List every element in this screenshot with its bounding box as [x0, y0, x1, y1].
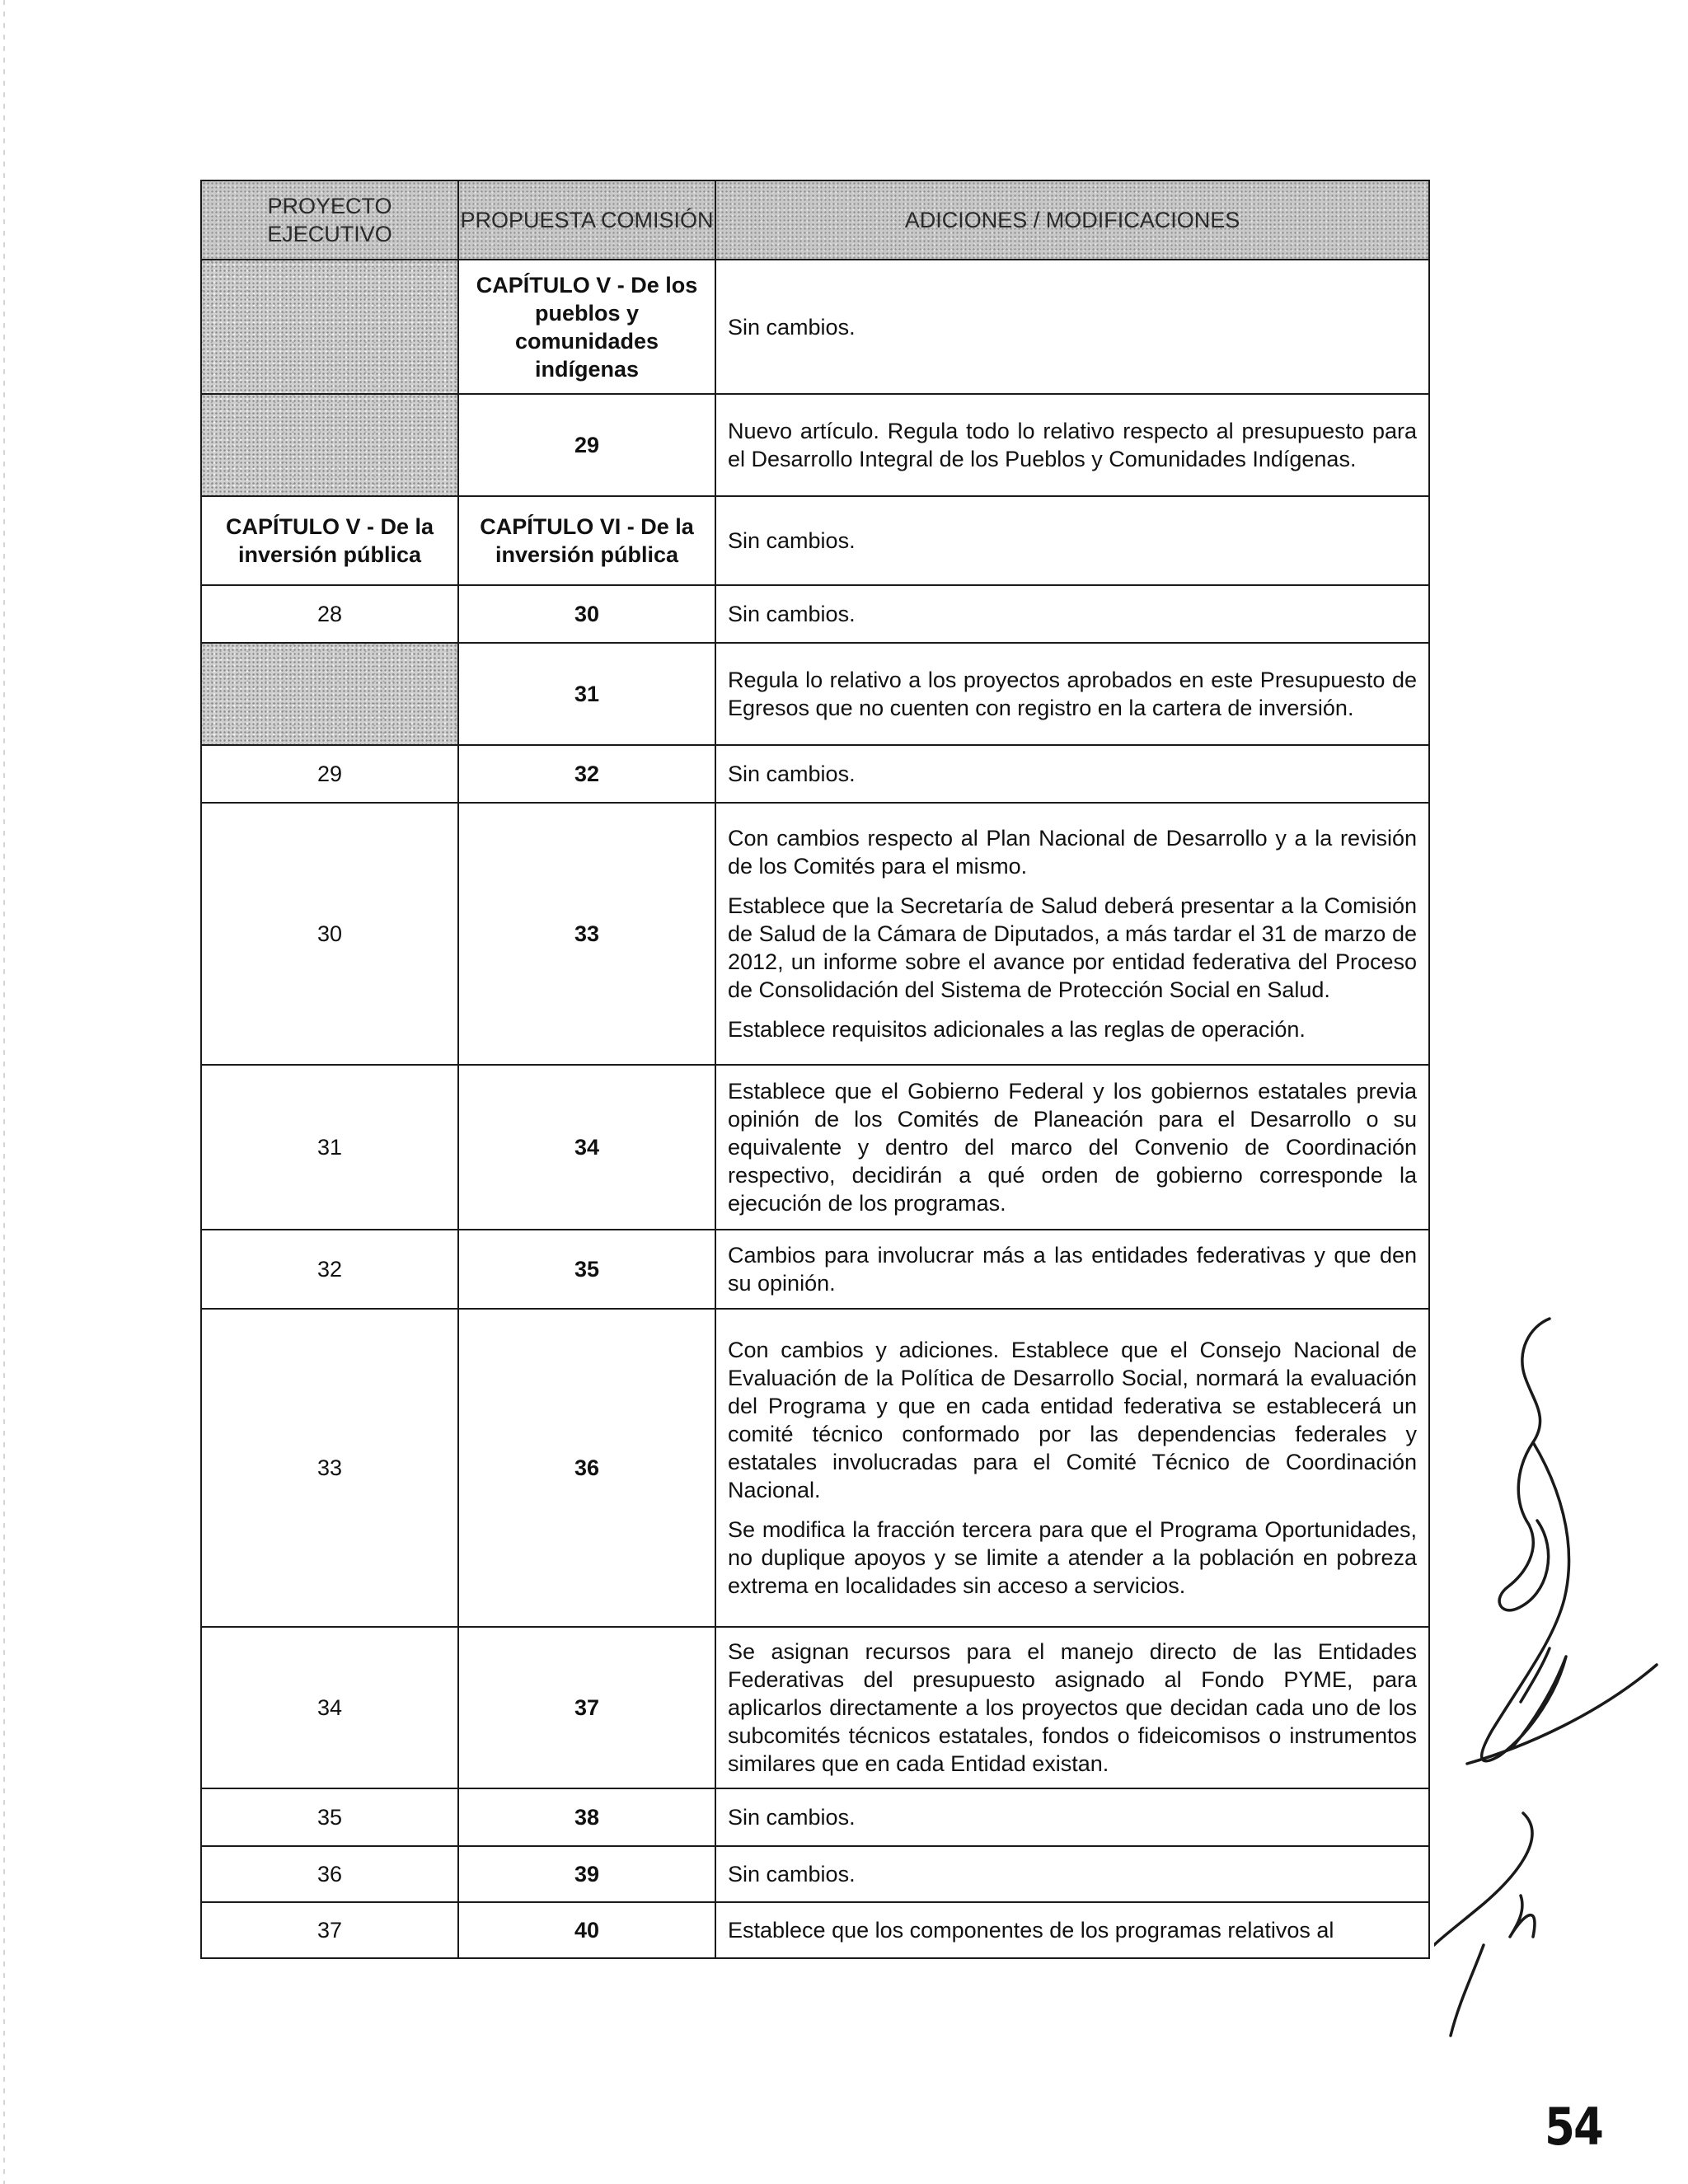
proyecto-cell: CAPÍTULO V - De la inversión pública: [201, 496, 458, 585]
adiciones-text: Sin cambios.: [728, 762, 856, 786]
table-row: [201, 1309, 1429, 1627]
header-row: [201, 180, 1429, 260]
adiciones-cell: [715, 260, 1429, 394]
adiciones-cell: [715, 1788, 1429, 1846]
adiciones-text: Establece que los componentes de los programas relativos al: [728, 1918, 1334, 1943]
proyecto-cell: 28: [201, 585, 458, 643]
table-row: [201, 585, 1429, 643]
table-row: [201, 496, 1429, 585]
proyecto-cell: 29: [201, 745, 458, 803]
propuesta-cell: 30: [458, 585, 715, 643]
propuesta-cell: 37: [458, 1627, 715, 1788]
signature-stroke-lower: [1434, 1813, 1535, 2036]
proyecto-cell: 30: [201, 803, 458, 1065]
adiciones-text: Establece que el Gobierno Federal y los gobiernos estatales previa opinión de los Comités de Planeación para el Desarrollo o su equivalente y dentro del marco del Convenio de Coordinación respectivo, decidirán a qué orden de gobierno corresponde la ejecución de los programas.: [728, 1079, 1417, 1216]
propuesta-cell: 38: [458, 1788, 715, 1846]
handwritten-signature: [1434, 1302, 1665, 2077]
propuesta-cell: CAPÍTULO V - De los pueblos y comunidades indígenas: [458, 260, 715, 394]
signature-stroke-flourish: [1467, 1665, 1657, 1764]
adiciones-cell: [715, 585, 1429, 643]
adiciones-text: Con cambios respecto al Plan Nacional de Desarrollo y a la revisión de los Comités para el mismo.: [728, 826, 1417, 879]
header-proyecto: PROYECTO EJECUTIVO: [201, 180, 458, 260]
adiciones-cell: [715, 1902, 1429, 1958]
adiciones-text: Sin cambios.: [728, 528, 856, 553]
adiciones-cell: [715, 496, 1429, 585]
scan-edge: [3, 0, 5, 2184]
proyecto-cell-empty: [201, 394, 458, 496]
adiciones-text: Nuevo artículo. Regula todo lo relativo respecto al presupuesto para el Desarrollo Integral de los Pueblos y Comunidades Indígenas.: [728, 419, 1417, 471]
table-row: [201, 803, 1429, 1065]
signature-stroke-upper: [1482, 1319, 1569, 1761]
proyecto-cell: 37: [201, 1902, 458, 1958]
proyecto-cell: 32: [201, 1230, 458, 1309]
table-row: [201, 260, 1429, 394]
adiciones-text: Regula lo relativo a los proyectos aprobados en este Presupuesto de Egresos que no cuenten con registro en la cartera de inversión.: [728, 668, 1417, 720]
proyecto-cell: 35: [201, 1788, 458, 1846]
table-row: [201, 643, 1429, 745]
adiciones-text: Sin cambios.: [728, 1862, 856, 1886]
adiciones-cell: [715, 803, 1429, 1065]
table-row: [201, 1902, 1429, 1958]
propuesta-cell: 31: [458, 643, 715, 745]
adiciones-text: Sin cambios.: [728, 602, 856, 626]
adiciones-cell: [715, 1627, 1429, 1788]
proyecto-cell: 33: [201, 1309, 458, 1627]
header-adiciones: ADICIONES / MODIFICACIONES: [715, 180, 1429, 260]
table-row: [201, 394, 1429, 496]
propuesta-cell: 40: [458, 1902, 715, 1958]
adiciones-cell: [715, 394, 1429, 496]
propuesta-cell: CAPÍTULO VI - De la inversión pública: [458, 496, 715, 585]
comparison-table: [200, 180, 1430, 1959]
proyecto-cell-empty: [201, 260, 458, 394]
propuesta-cell: 29: [458, 394, 715, 496]
adiciones-cell: [715, 1846, 1429, 1902]
table-row: [201, 1065, 1429, 1230]
adiciones-text: Sin cambios.: [728, 314, 856, 340]
header-propuesta: PROPUESTA COMISIÓN: [458, 180, 715, 260]
propuesta-cell: 35: [458, 1230, 715, 1309]
adiciones-cell: [715, 745, 1429, 803]
table-row: [201, 1230, 1429, 1309]
table-row: [201, 1846, 1429, 1902]
adiciones-text: Establece requisitos adicionales a las reglas de operación.: [728, 1017, 1306, 1042]
proyecto-cell: 36: [201, 1846, 458, 1902]
adiciones-text: Cambios para involucrar más a las entidades federativas y que den su opinión.: [728, 1243, 1417, 1296]
proyecto-cell-empty: [201, 643, 458, 745]
adiciones-cell: [715, 1065, 1429, 1230]
adiciones-cell: [715, 1230, 1429, 1309]
adiciones-text: Sin cambios.: [728, 1805, 856, 1830]
table-row: [201, 1788, 1429, 1846]
proyecto-cell: 34: [201, 1627, 458, 1788]
propuesta-cell: 36: [458, 1309, 715, 1627]
propuesta-cell: 32: [458, 745, 715, 803]
page-number: 54: [1545, 2097, 1603, 2157]
propuesta-cell: 34: [458, 1065, 715, 1230]
adiciones-cell: [715, 1309, 1429, 1627]
propuesta-cell: 33: [458, 803, 715, 1065]
adiciones-text: Se asignan recursos para el manejo directo de las Entidades Federativas del presupuesto asignado al Fondo PYME, para aplicarlos directamente a los proyectos que decidan cada uno de los subcomités técnicos estatales, fondos o fideicomisos o instrumentos similares que en cada Entidad existan.: [728, 1639, 1417, 1776]
adiciones-cell: [715, 643, 1429, 745]
adiciones-text: Se modifica la fracción tercera para que el Programa Oportunidades, no duplique apoyos y se limite a atender a la población en pobreza extrema en localidades sin acceso a servicios.: [728, 1517, 1417, 1598]
adiciones-text: Establece que la Secretaría de Salud deberá presentar a la Comisión de Salud de la Cámara de Diputados, a más tardar el 31 de marzo de 2012, un informe sobre el avance por entidad federativa del Proceso de Consolidación del Sistema de Protección Social en Salud.: [728, 893, 1417, 1002]
proyecto-cell: 31: [201, 1065, 458, 1230]
propuesta-cell: 39: [458, 1846, 715, 1902]
table-row: [201, 1627, 1429, 1788]
adiciones-text: Con cambios y adiciones. Establece que el Consejo Nacional de Evaluación de la Política de Desarrollo Social, normará la evaluación del Programa y que en cada entidad federativa se establecerá un comité técnico conformado por las dependencias federales y estatales involucradas para el Comité Técnico de Coordinación Nacional.: [728, 1338, 1417, 1502]
table-row: [201, 745, 1429, 803]
